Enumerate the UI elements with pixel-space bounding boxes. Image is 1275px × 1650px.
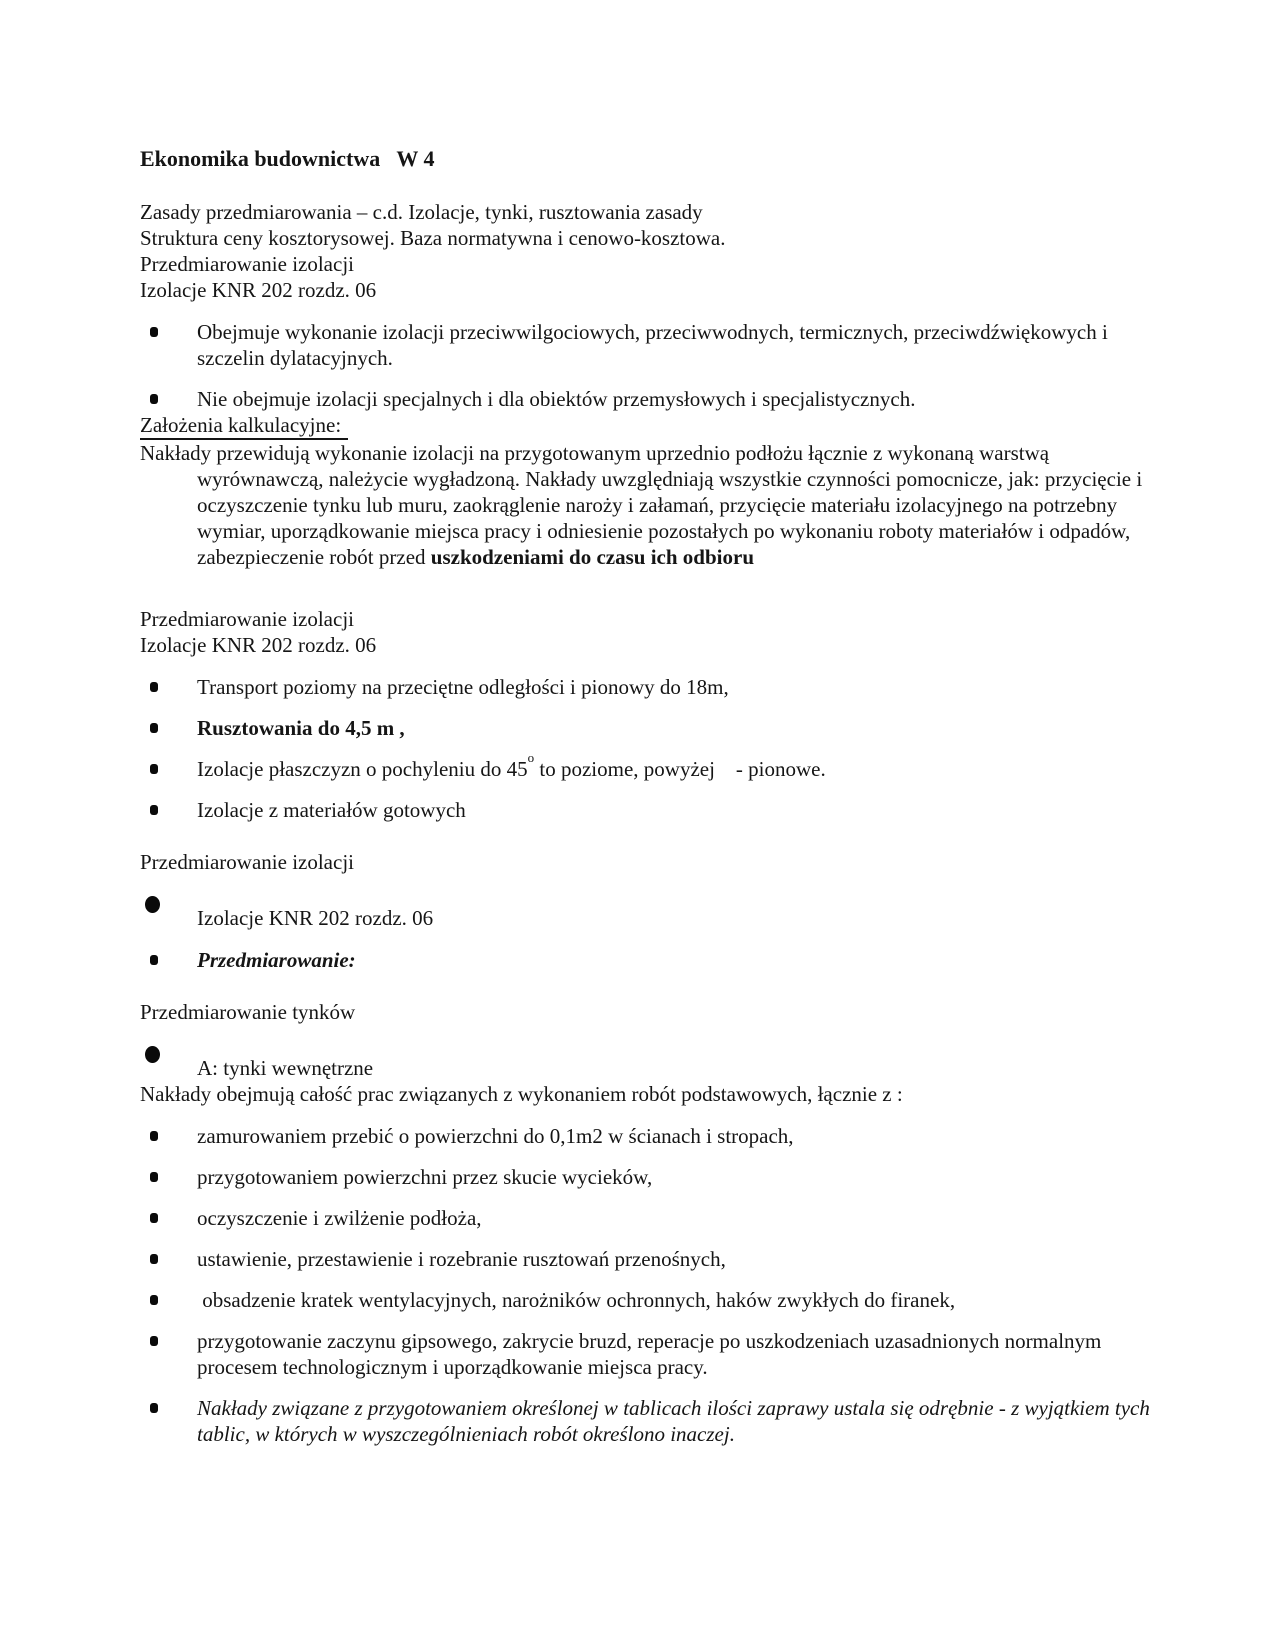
- list-item: [140, 1123, 1150, 1149]
- list-item-text: oczyszczenie i zwilżenie podłoża,: [197, 1206, 482, 1230]
- list-item: [140, 1205, 1150, 1231]
- intro-block: [140, 199, 1150, 303]
- section-heading: Przedmiarowanie izolacji: [140, 607, 354, 631]
- measurement-bullet-list: [140, 674, 1150, 823]
- bullet-icon: [150, 394, 158, 404]
- bullet-icon: [150, 764, 158, 774]
- bullet-icon: [150, 805, 158, 815]
- section-subheading: Izolacje KNR 202 rozdz. 06: [140, 633, 377, 657]
- list-item-text: ustawienie, przestawienie i rozebranie rusztowań przenośnych,: [197, 1247, 726, 1271]
- bullet-icon: [150, 955, 158, 965]
- intro-line: Izolacje KNR 202 rozdz. 06: [140, 278, 377, 302]
- list-item-text: A: tynki wewnętrzne: [197, 1056, 374, 1080]
- bullet-icon: [150, 1403, 158, 1413]
- list-item-text: przygotowaniem powierzchni przez skucie wycieków,: [197, 1165, 653, 1189]
- list-item-text: zamurowaniem przebić o powierzchni do 0,1m2 w ścianach i stropach,: [197, 1124, 794, 1148]
- assumptions-body-bold: uszkodzeniami do czasu ich odbioru: [430, 545, 754, 569]
- list-item-text: to poziome, powyżej - pionowe.: [534, 757, 826, 781]
- bullet-icon: [150, 1213, 158, 1223]
- plasters-bullet-list: [140, 1123, 1156, 1447]
- list-item-text: Nie obejmuje izolacji specjalnych i dla obiektów przemysłowych i specjalistycznych.: [197, 387, 916, 411]
- list-item-text: Izolacje płaszczyzn o pochyleniu do 45: [197, 757, 528, 781]
- bullet-icon: [150, 1295, 158, 1305]
- list-item: [140, 947, 1150, 973]
- bullet-icon: [145, 1046, 160, 1063]
- list-item-text: Izolacje z materiałów gotowych: [197, 798, 466, 822]
- intro-line: Zasady przedmiarowania – c.d. Izolacje, tynki, rusztowania zasady: [140, 200, 703, 224]
- section-heading: Przedmiarowanie izolacji: [140, 850, 354, 874]
- list-item: [140, 749, 1150, 782]
- list-item-text: przygotowanie zaczynu gipsowego, zakrycie bruzd, reperacje po uszkodzeniach uzasadnionych normalnym procesem technologicznym i uporządkowanie miejsca pracy.: [197, 1329, 1107, 1379]
- measurement-heading-block: [140, 606, 1150, 658]
- section-heading: Przedmiarowanie tynków: [140, 1000, 356, 1024]
- list-item: [140, 386, 1150, 412]
- assumptions-heading: Założenia kalkulacyjne:: [140, 412, 348, 440]
- list-item: [140, 1287, 1150, 1313]
- list-item: [140, 1164, 1150, 1190]
- list-item: [140, 905, 1150, 931]
- list-item: [140, 1328, 1150, 1380]
- assumptions-body: Nakłady przewidują wykonanie izolacji na przygotowanym uprzednio podłożu łącznie z wykonaną warstwą wyrównawczą, należycie wygładzoną. Nakłady uwzględniają wszystkie czynności pomocnicze, jak: przycięcie i oczyszczenie tynku lub muru, zaokrąglenie naroży i załamań, przycięcie materiału izolacyjnego na potrzebny wymiar, uporządkowanie miejsca pracy i odniesienie pozostałych po wykonaniu roboty materiałów i odpadów, zabezpieczenie robót przed: [140, 441, 1148, 569]
- doc-title: Ekonomika budownictwa W 4: [140, 146, 435, 171]
- list-item: [140, 1395, 1156, 1447]
- assumptions-paragraph: [140, 440, 1150, 570]
- list-item: [140, 319, 1150, 371]
- intro-line: Przedmiarowanie izolacji: [140, 252, 354, 276]
- list-item-text: Transport poziomy na przeciętne odległości i pionowy do 18m,: [197, 675, 729, 699]
- plasters-intro: Nakłady obejmują całość prac związanych z wykonaniem robót podstawowych, łącznie z :: [140, 1082, 903, 1106]
- list-item-text: Obejmuje wykonanie izolacji przeciwwilgociowych, przeciwwodnych, termicznych, przeciwdźwiękowych i szczelin dylatacyjnych.: [197, 320, 1114, 370]
- list-item: [140, 674, 1150, 700]
- list-item: [140, 715, 1150, 741]
- bullet-icon: [150, 1131, 158, 1141]
- list-item-text: obsadzenie kratek wentylacyjnych, narożników ochronnych, haków zwykłych do firanek,: [197, 1288, 956, 1312]
- list-item: [140, 1246, 1150, 1272]
- list-item: [140, 797, 1150, 823]
- list-item-text: Rusztowania do 4,5 m ,: [197, 716, 405, 740]
- list-item-text: Izolacje KNR 202 rozdz. 06: [197, 906, 434, 930]
- bullet-icon: [150, 1336, 158, 1346]
- degree-superscript: o: [527, 749, 535, 765]
- bullet-icon: [145, 896, 160, 913]
- list-item: [140, 1055, 1150, 1081]
- intro-line: Struktura ceny kosztorysowej. Baza normatywna i cenowo-kosztowa.: [140, 226, 726, 250]
- bullet-icon: [150, 327, 158, 337]
- bullet-icon: [150, 682, 158, 692]
- scope-bullet-list: [140, 319, 1150, 412]
- list-item-text: Nakłady związane z przygotowaniem określonej w tablicach ilości zaprawy ustala się odrębnie - z wyjątkiem tych tablic, w których w wyszczególnieniach robót określono inaczej.: [197, 1396, 1156, 1446]
- bullet-icon: [150, 1172, 158, 1182]
- list-item-text: Przedmiarowanie:: [197, 948, 356, 972]
- bullet-icon: [150, 723, 158, 733]
- bullet-icon: [150, 1254, 158, 1264]
